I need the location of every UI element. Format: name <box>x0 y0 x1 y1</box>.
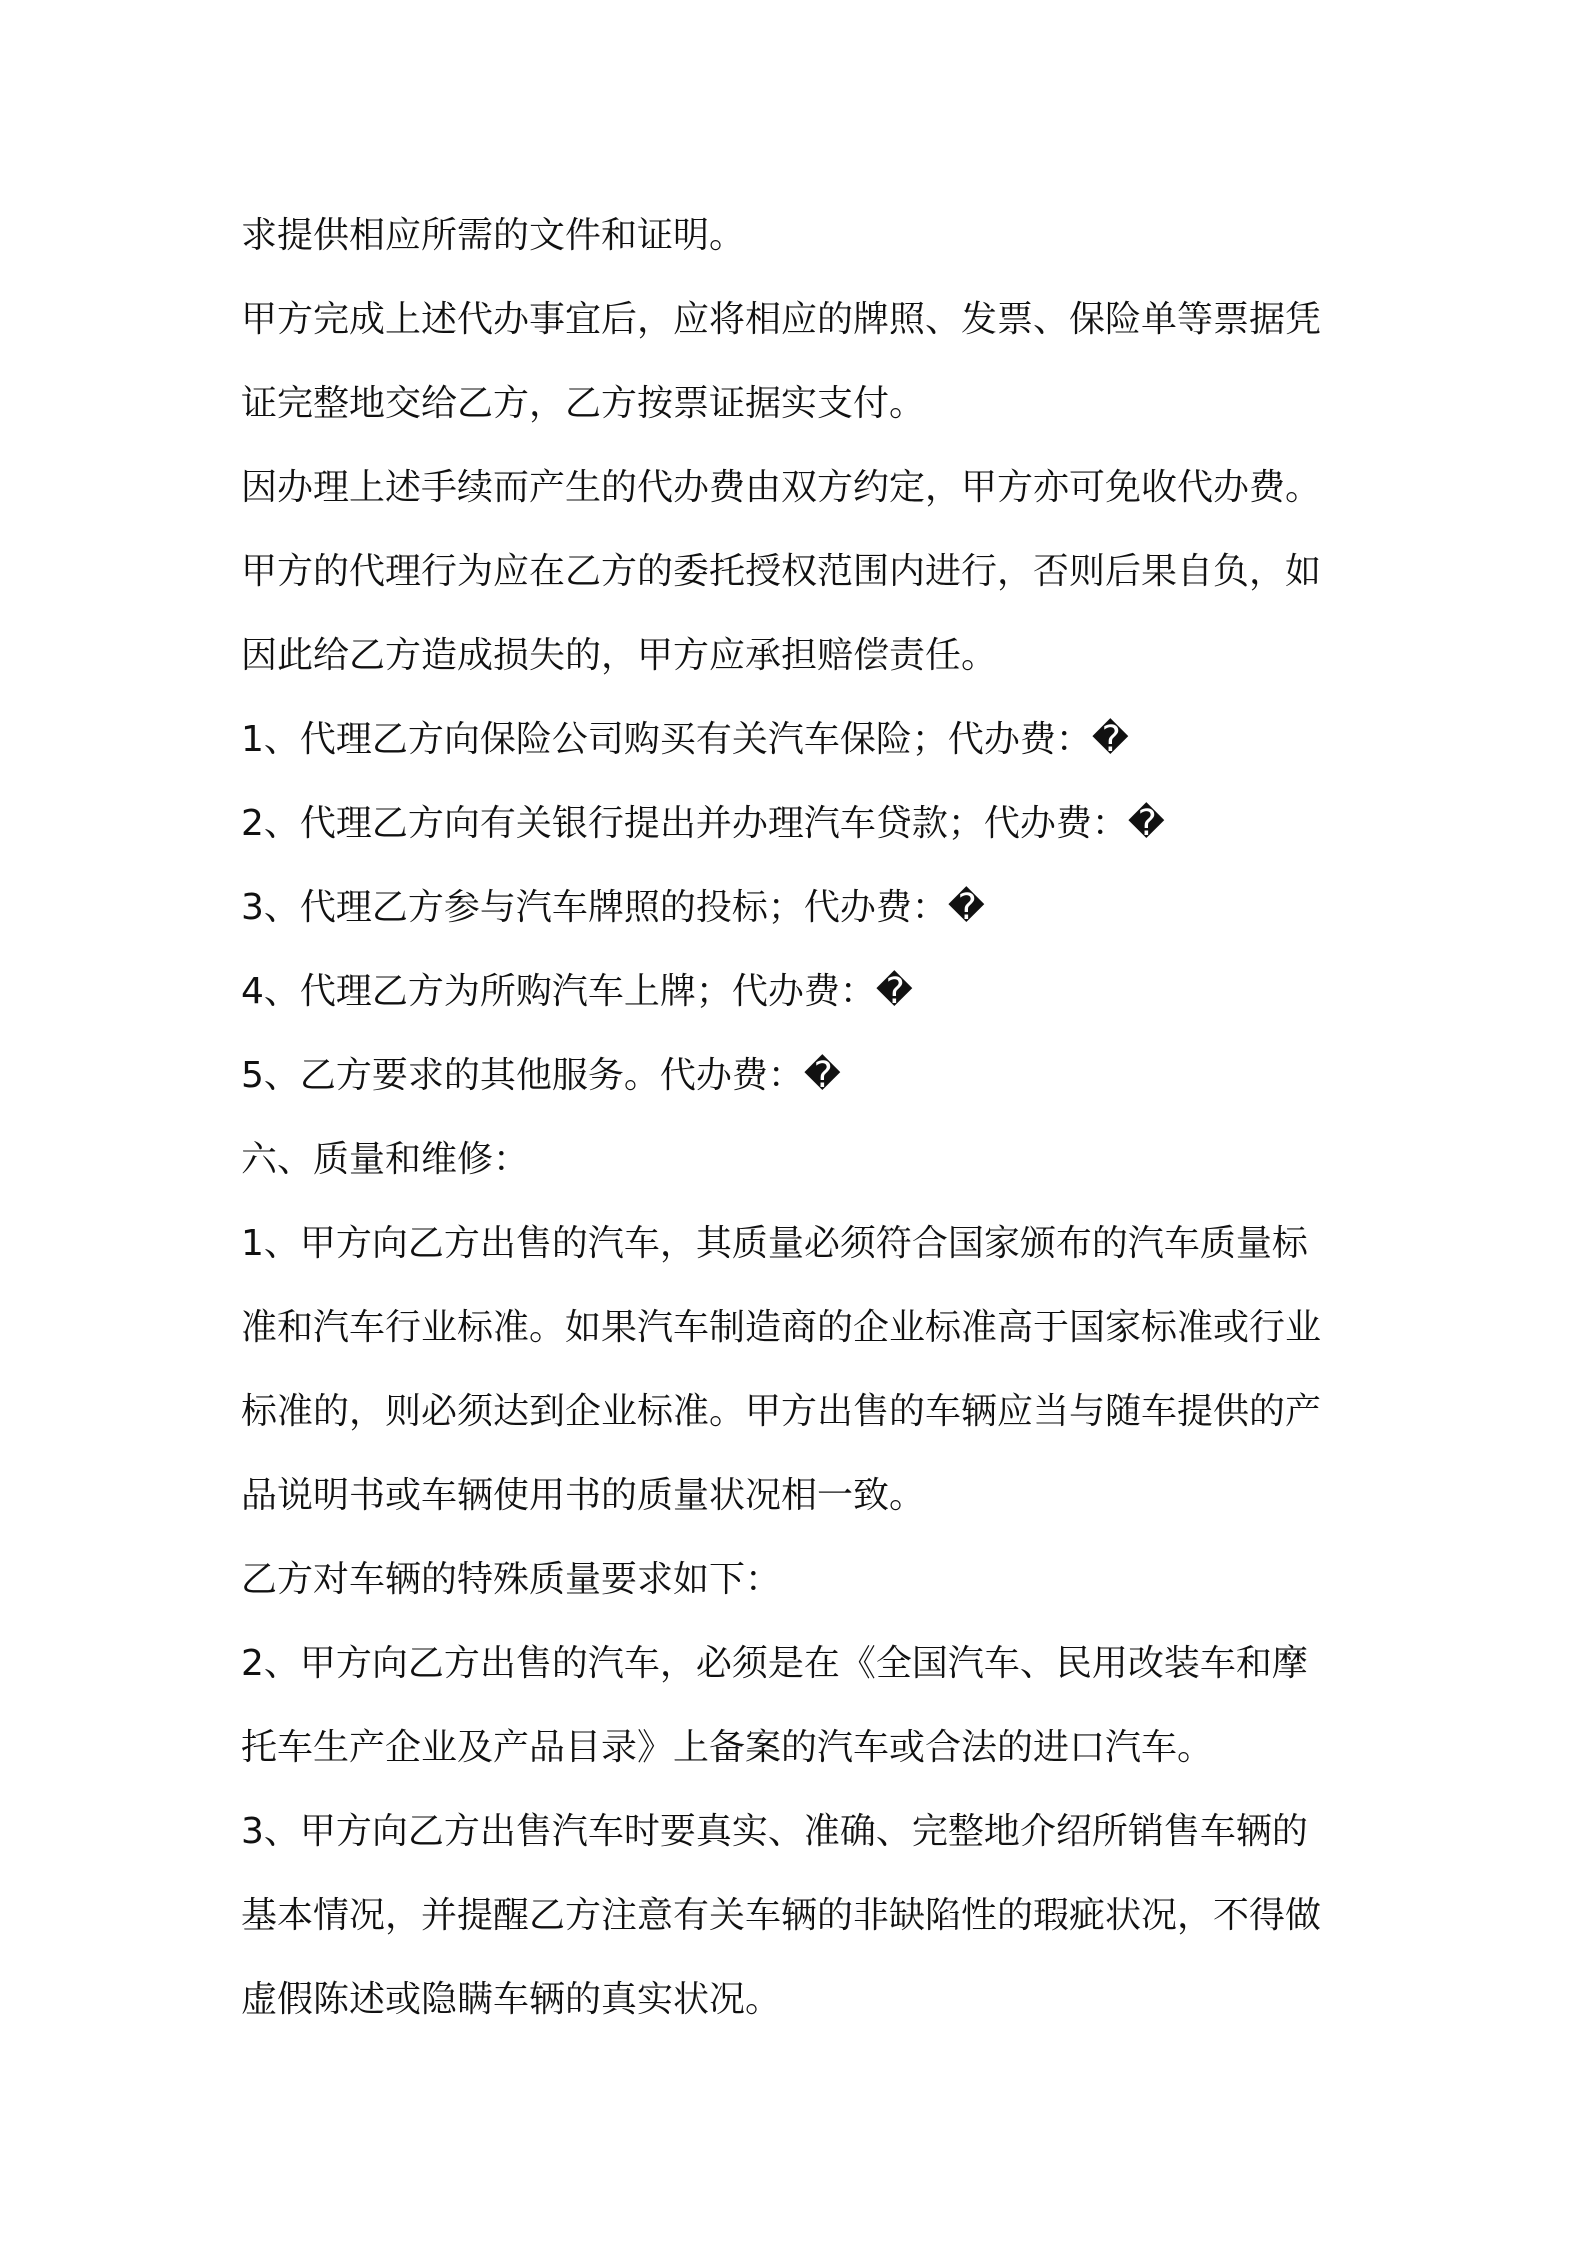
text-line: 甲方的代理行为应在乙方的委托授权范围内进行，否则后果自负，如 <box>241 551 1322 592</box>
section-heading: 六、质量和维修： <box>241 1139 530 1180</box>
list-item: 1、代理乙方向保险公司购买有关汽车保险；代办费：� <box>241 719 1129 760</box>
text-line: 品说明书或车辆使用书的质量状况相一致。 <box>241 1475 926 1516</box>
document-body <box>241 194 1361 2042</box>
text-line: 3、甲方向乙方出售汽车时要真实、准确、完整地介绍所销售车辆的 <box>241 1811 1308 1852</box>
text-line: 因办理上述手续而产生的代办费由双方约定，甲方亦可免收代办费。 <box>241 467 1322 508</box>
text-line: 标准的，则必须达到企业标准。甲方出售的车辆应当与随车提供的产 <box>241 1391 1322 1432</box>
text-line: 乙方对车辆的特殊质量要求如下： <box>241 1559 782 1600</box>
text-line: 甲方完成上述代办事宜后，应将相应的牌照、发票、保险单等票据凭 <box>241 299 1322 340</box>
list-item: 2、代理乙方向有关银行提出并办理汽车贷款；代办费：� <box>241 803 1165 844</box>
text-line: 准和汽车行业标准。如果汽车制造商的企业标准高于国家标准或行业 <box>241 1307 1322 1348</box>
list-item: 4、代理乙方为所购汽车上牌；代办费：� <box>241 971 913 1012</box>
text-line: 2、甲方向乙方出售的汽车，必须是在《全国汽车、民用改装车和摩 <box>241 1643 1308 1684</box>
text-line: 1、甲方向乙方出售的汽车，其质量必须符合国家颁布的汽车质量标 <box>241 1223 1308 1264</box>
text-line: 托车生产企业及产品目录》上备案的汽车或合法的进口汽车。 <box>241 1727 1214 1768</box>
text-line: 求提供相应所需的文件和证明。 <box>241 215 746 256</box>
text-line: 证完整地交给乙方，乙方按票证据实支付。 <box>241 383 926 424</box>
list-item: 5、乙方要求的其他服务。代办费：� <box>241 1055 841 1096</box>
text-line: 基本情况，并提醒乙方注意有关车辆的非缺陷性的瑕疵状况，不得做 <box>241 1895 1322 1936</box>
text-line: 因此给乙方造成损失的，甲方应承担赔偿责任。 <box>241 635 998 676</box>
list-item: 3、代理乙方参与汽车牌照的投标；代办费：� <box>241 887 985 928</box>
text-line: 虚假陈述或隐瞒车辆的真实状况。 <box>241 1979 782 2020</box>
